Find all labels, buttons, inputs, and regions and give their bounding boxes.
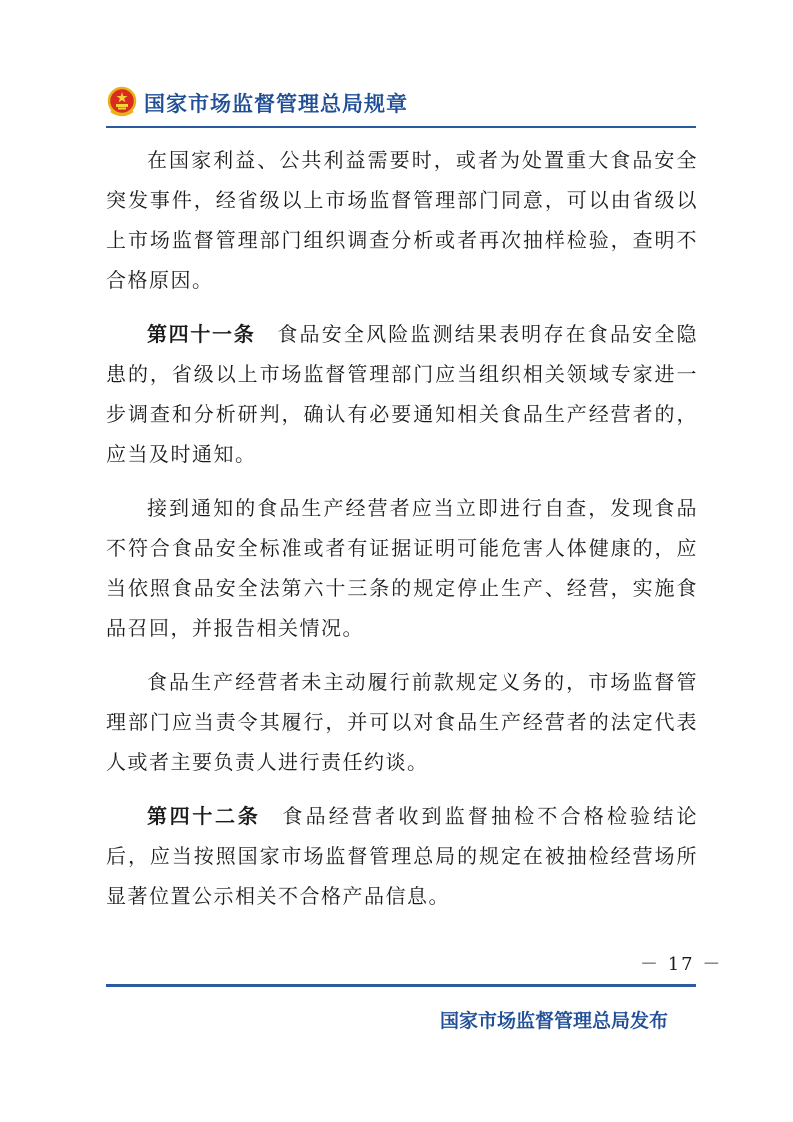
header-title: 国家市场监督管理总局规章 — [144, 92, 408, 116]
article-number: 第四十二条 — [147, 804, 261, 828]
article-42 — [106, 796, 698, 916]
article-number: 第四十一条 — [147, 322, 256, 346]
footer-divider — [106, 984, 696, 987]
article-text: 食品经营者收到监督抽检不合格检验结论后，应当按照国家市场监督管理总局的规定在被抽检经营场所显著位置公示相关不合格产品信息。 — [106, 804, 699, 908]
article-text: 食品安全风险监测结果表明存在食品安全隐患的，省级以上市场监督管理部门应当组织相关领域专家进一步调查和分析研判，确认有必要通知相关食品生产经营者的，应当及时通知。 — [106, 322, 699, 466]
paragraph: 在国家利益、公共利益需要时，或者为处置重大食品安全突发事件，经省级以上市场监督管理部门同意，可以由省级以上市场监督管理部门组织调查分析或者再次抽样检验，查明不合格原因。 — [106, 148, 698, 292]
national-emblem-icon — [106, 86, 138, 118]
footer-publisher: 国家市场监督管理总局发布 — [440, 1010, 669, 1032]
article-41 — [106, 314, 698, 474]
document-body — [106, 140, 698, 930]
header-divider — [106, 126, 696, 128]
paragraph: 食品生产经营者未主动履行前款规定义务的，市场监督管理部门应当责令其履行，并可以对食品生产经营者的法定代表人或者主要负责人进行责任约谈。 — [106, 670, 698, 774]
paragraph: 接到通知的食品生产经营者应当立即进行自查，发现食品不符合食品安全标准或者有证据证明可能危害人体健康的，应当依照食品安全法第六十三条的规定停止生产、经营，实施食品召回，并报告相关情况。 — [106, 496, 698, 640]
page-number: － 17 － — [640, 954, 723, 975]
document-header — [106, 82, 696, 120]
